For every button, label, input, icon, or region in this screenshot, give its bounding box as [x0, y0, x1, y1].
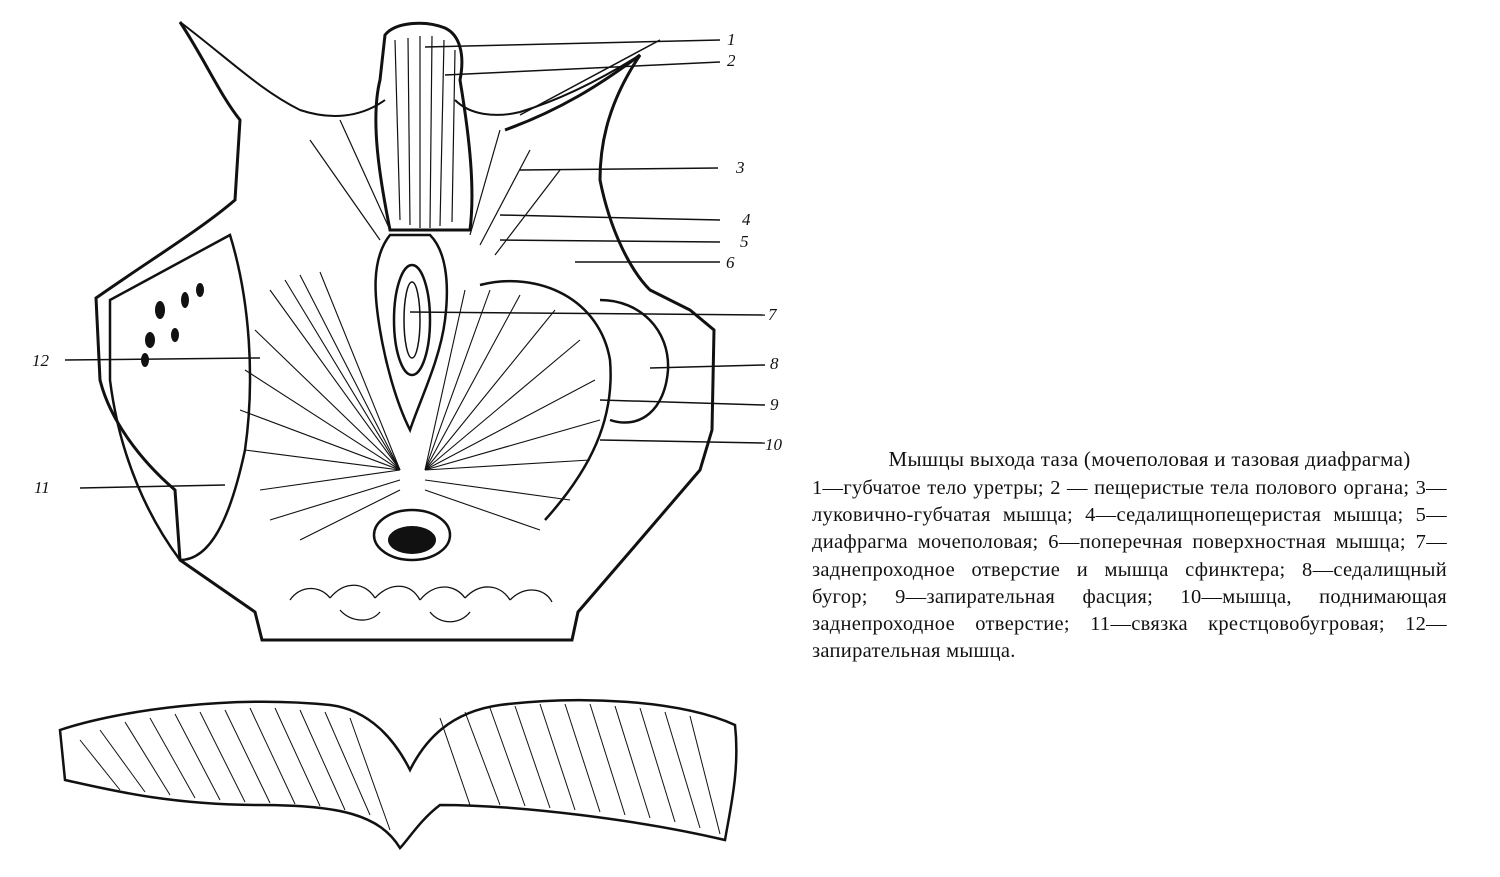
label-11: 11	[34, 478, 50, 497]
label-4: 4	[742, 210, 751, 229]
gluteal-fat-lobules	[290, 585, 552, 622]
label-7: 7	[768, 305, 777, 324]
bulb-inner	[404, 282, 420, 358]
figure-caption	[812, 446, 1447, 665]
upper-muscle-hatching	[310, 36, 560, 255]
buttocks-silhouette	[60, 700, 736, 848]
label-2: 2	[727, 51, 736, 70]
label-10: 10	[765, 435, 782, 454]
caption-body: 1—губчатое тело уретры; 2 — пещеристые тела полового органа; 3—луковично-губчатая мышца; 4—седалищнопещеристая мышца; 5—диафрагма мочеполовая; 6—поперечная поверхностная мышца; 7—заднепроходное отверстие и мышца сфинктера; 8—седалищный бугор; 9—запирательная фасция; 10—мышца, поднимающая заднепроходное отверстие; 11—связка крестцовобугровая; 12—запирательная мышца.	[812, 477, 1447, 663]
left-fossa	[110, 235, 250, 560]
label-5: 5	[740, 232, 749, 251]
corpus-spongiosum	[376, 23, 472, 230]
label-9: 9	[770, 395, 779, 414]
label-8: 8	[770, 354, 779, 373]
anus	[388, 526, 436, 554]
caption-title: Мышцы выхода таза (мочеполовая и тазовая диафрагма)	[888, 447, 1411, 471]
label-6: 6	[726, 253, 735, 272]
levator-ani-left	[240, 272, 400, 540]
levator-ani-right	[425, 290, 600, 530]
label-12: 12	[32, 351, 49, 370]
skin-flap-left	[180, 22, 385, 116]
label-1: 1	[727, 30, 736, 49]
label-3: 3	[736, 158, 745, 177]
leader-lines	[65, 40, 765, 488]
fat-spots-left	[141, 283, 204, 367]
obturator-fascia-right	[480, 281, 611, 520]
